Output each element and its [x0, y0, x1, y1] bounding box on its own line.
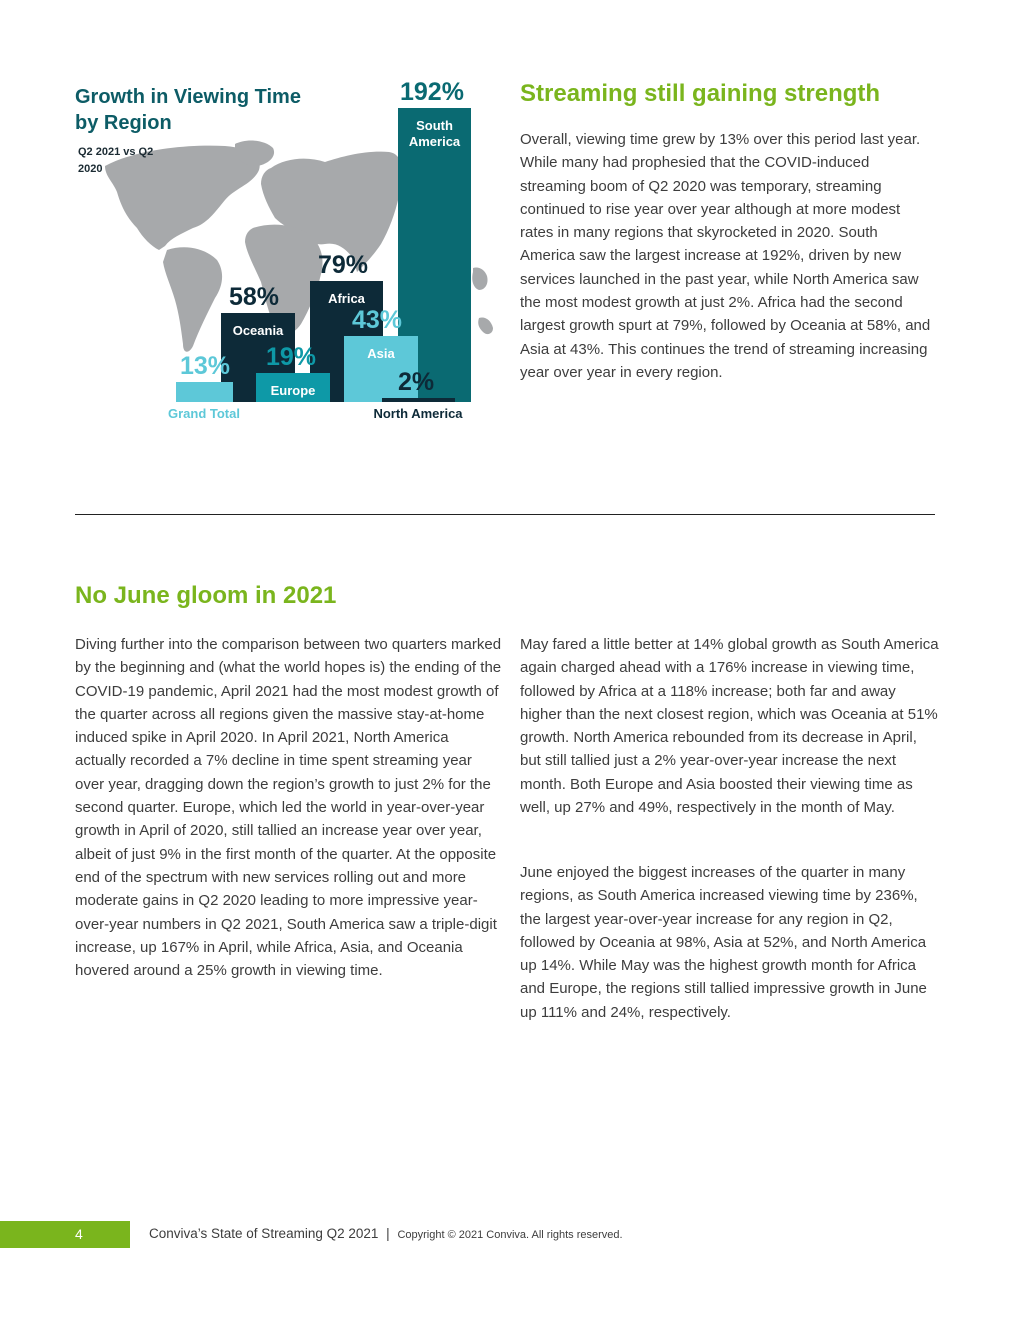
- paragraph-june-june: June enjoyed the biggest increases of the quarter in many regions, as South America increased viewing time by 236%, the largest year-over-year increase for any region in Q2, followed by Oceania at 98%, Asia at 52%, and North America up 14%. While May was the highest growth month for Africa and Europe, the regions still tallied impressive growth in June up 111% and 24%, respectively.: [520, 864, 927, 1021]
- footer-accent-bar: [0, 1221, 130, 1248]
- paragraph-june-col1: Diving further into the comparison between two quarters marked by the beginning and (what the world hopes is) the ending of the COVID-19 pandemic, April 2021 had the most modest growth of the quarter across all regions given the massive stay-at-home induced spike in April 2020. In April 2021, North America actually recorded a 7% decline in time spent streaming year over year, dragging down the region’s growth to just 2% for the second quarter. Europe, which led the world in year-over-year growth in April of 2020, still tallied an increase year over year, albeit of just 9% in the first month of the quarter. At the opposite end of the spectrum with new services rolling out and more moderate gains in Q2 2020 leading to more impressive year-over-year numbers in Q2 2021, South America saw a triple-digit increase, up 167% in April, while Africa, Asia, and Oceania hovered around a 25% growth in viewing time.: [75, 636, 502, 980]
- bar-europe: [256, 373, 330, 402]
- bar-label-oceania: Oceania: [232, 323, 284, 339]
- footer-text: [149, 1226, 623, 1241]
- bar-value-south-america: 192%: [400, 78, 464, 106]
- paragraph-june-may: May fared a little better at 14% global growth as South America again charged ahead with a 176% increase in viewing time, followed by Africa at a 118% increase; both far and away higher than the next closest region, which was Oceania at 51% growth. North America rebounded from its decrease in April, but still tallied just a 2% year-over-year increase the next month. Both Europe and Asia boosted their viewing time as well, up 27% and 49%, respectively in the month of May.: [520, 636, 939, 817]
- chart-subtitle: Q2 2021 vs Q2 2020: [78, 146, 154, 175]
- bar-value-africa: 79%: [318, 251, 369, 280]
- section-heading-streaming: Streaming still gaining strength: [520, 80, 881, 107]
- chart-title: Growth in Viewing Time by Region: [75, 86, 301, 134]
- bar-grand-total: [176, 382, 233, 402]
- bar-value-oceania: 58%: [229, 283, 280, 312]
- footer-publication: Conviva’s State of Streaming Q2 2021: [149, 1226, 379, 1241]
- bar-value-asia: 43%: [352, 306, 403, 335]
- bar-label-south-america: South America: [408, 118, 461, 149]
- bar-value-north-america: 2%: [398, 368, 435, 396]
- page-number: 4: [75, 1226, 83, 1242]
- growth-chart: [75, 78, 500, 438]
- footer-separator: |: [386, 1226, 390, 1241]
- paragraph-streaming: Overall, viewing time grew by 13% over this period last year. While many had prophesied that the COVID-induced streaming boom of Q2 2020 was temporary, streaming continued to rise year over year although at more modest rates in many regions that skyrocketed in 2020. South America saw the largest increase at 192%, driven by new services launched in the past year, while North America saw the most modest growth at just 2%. Africa had the second largest growth spurt at 79%, followed by Oceania at 58%, and Asia at 43%. This continues the trend of streaming increasing year over year in every region.: [520, 131, 931, 381]
- bar-label-europe: Europe: [270, 382, 316, 398]
- section-divider: [75, 514, 935, 515]
- bar-value-grand-total: 13%: [180, 352, 231, 381]
- bar-value-europe: 19%: [266, 342, 317, 371]
- bar-north-america: [382, 398, 455, 402]
- bar-label-asia: Asia: [367, 346, 395, 362]
- bar-label-africa: Africa: [328, 291, 365, 307]
- axis-label-grand-total: Grand Total: [168, 406, 240, 421]
- axis-label-north-america: North America: [373, 406, 463, 421]
- section-heading-june: No June gloom in 2021: [75, 582, 337, 609]
- footer-copyright: Copyright © 2021 Conviva. All rights reserved.: [397, 1229, 623, 1241]
